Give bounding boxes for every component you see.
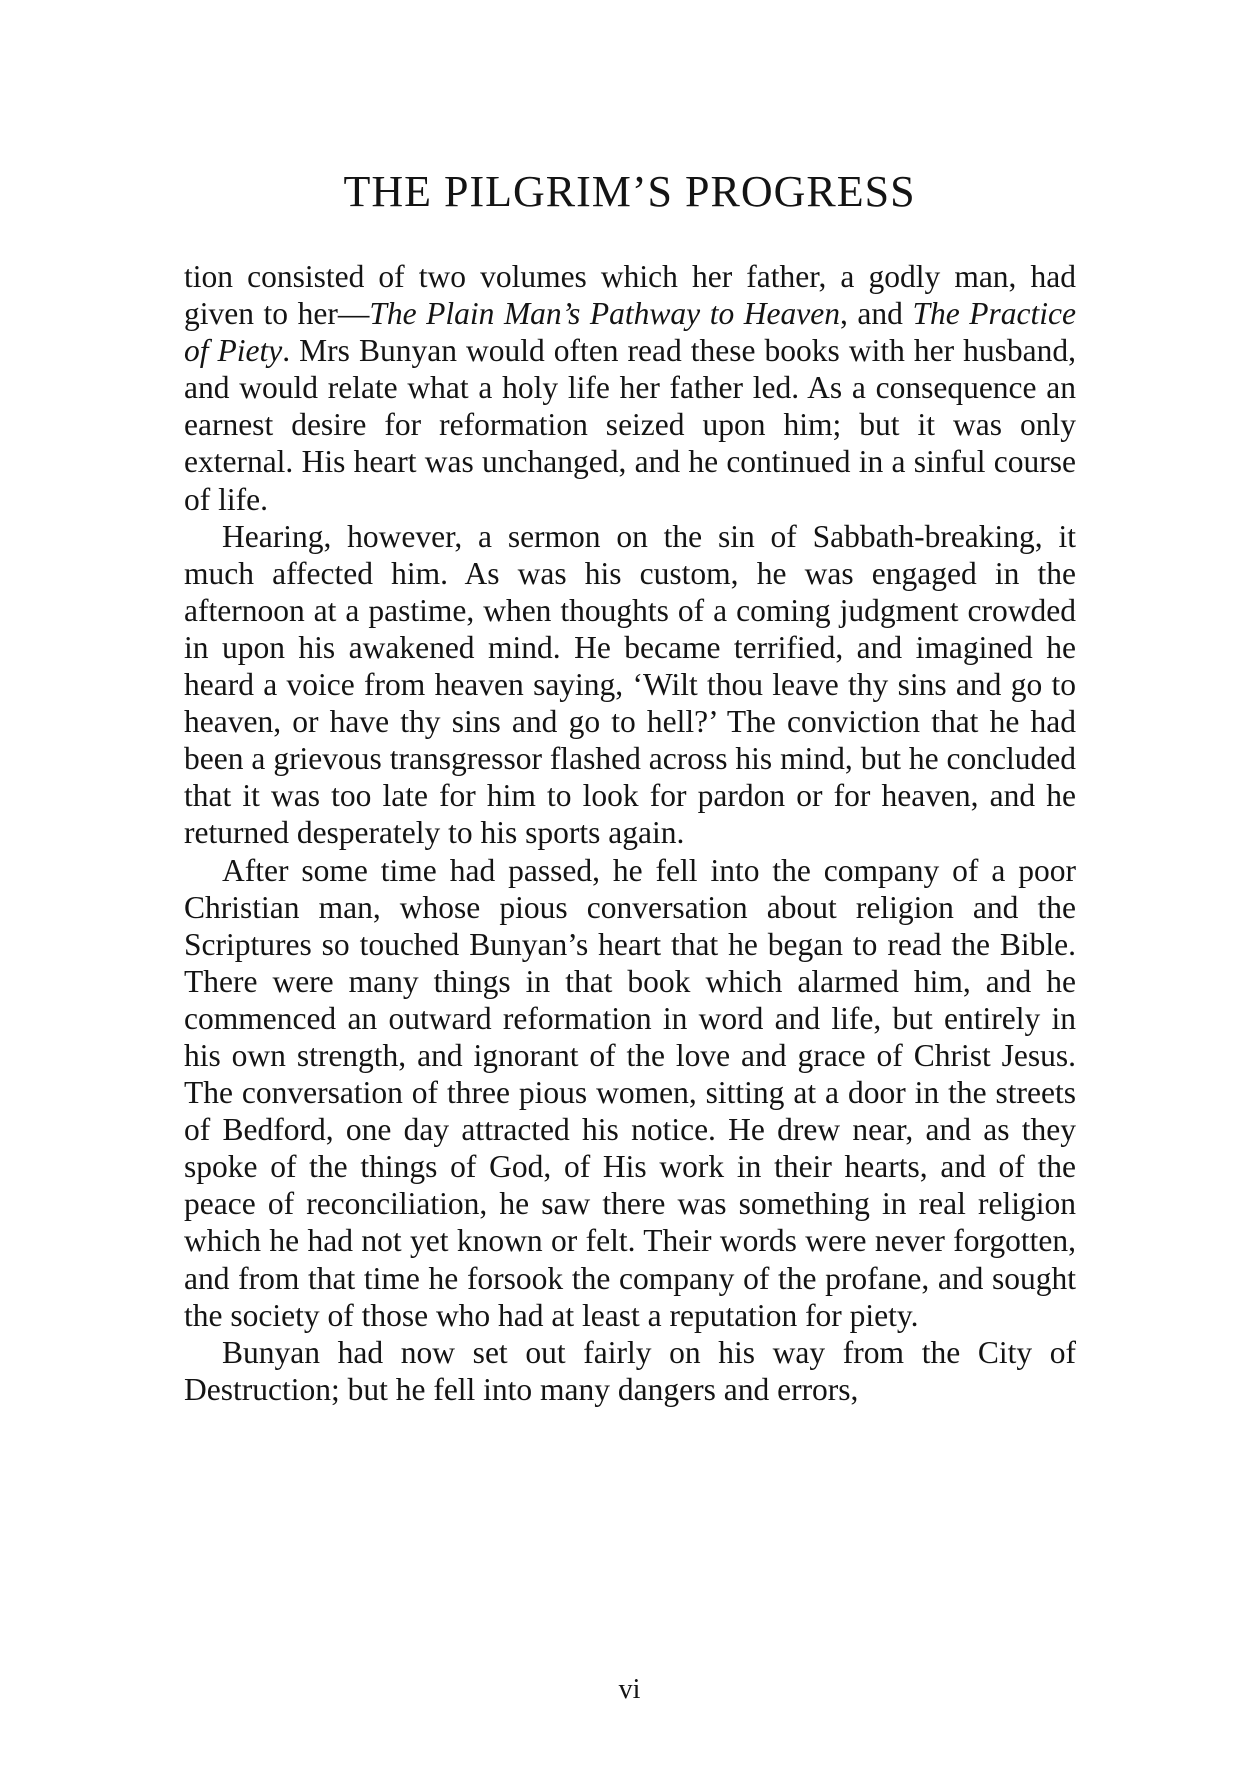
paragraph-3: After some time had passed, he fell into the company of a poor Christian man, whose pious conversation about religion and the Scriptures so touched Bunyan’s heart that he began to read the Bible. There were many things in that book which alarmed him, and he commenced an outward reformation in word and life, but entirely in his own strength, and ignorant of the love and grace of Christ Jesus. The conversation of three pious women, sitting at a door in the streets of Bedford, one day attracted his notice. He drew near, and as they spoke of the things of God, of His work in their hearts, and of the peace of reconciliation, he saw there was something in real religion which he had not yet known or felt. Their words were never forgotten, and from that time he forsook the company of the profane, and sought the society of those who had at least a reputation for piety.: [184, 852, 1076, 1333]
page-number: vi: [618, 1674, 641, 1705]
paragraph-2: Hearing, however, a sermon on the sin of Sabbath-breaking, it much affected him. As was his custom, he was engaged in the afternoon at a pastime, when thoughts of a coming judgment crowded in upon his awakened mind. He became terrified, and imagined he heard a voice from heaven saying, ‘Wilt thou leave thy sins and go to heaven, or have thy sins and go to hell?’ The conviction that he had been a grievous transgressor flashed across his mind, but he concluded that it was too late for him to look for pardon or for heaven, and he returned desperately to his sports again.: [184, 518, 1076, 851]
paragraph-1: [184, 258, 1076, 518]
book-title-practice-of-piety: The Practice of Piety: [184, 296, 1076, 369]
paragraph-1-text-c: . Mrs Bunyan would often read these books with her husband, and would relate what a holy life her father led. As a consequence an earnest desire for reformation seized upon him; but it was only external. His heart was unchanged, and he continued in a sinful course of life.: [184, 333, 1076, 517]
paragraph-1-text-a: tion consisted of two volumes which her father, a godly man, had given to her—: [184, 259, 1076, 332]
running-head-title: THE PILGRIM’S PROGRESS: [343, 167, 916, 216]
body-text: [184, 258, 1076, 1408]
paragraph-4: Bunyan had now set out fairly on his way from the City of Destruction; but he fell into many dangers and errors,: [184, 1334, 1076, 1407]
paragraph-1-text-b: , and: [839, 296, 913, 332]
book-title-plain-mans-pathway: The Plain Man’s Pathway to Heaven: [369, 296, 840, 332]
